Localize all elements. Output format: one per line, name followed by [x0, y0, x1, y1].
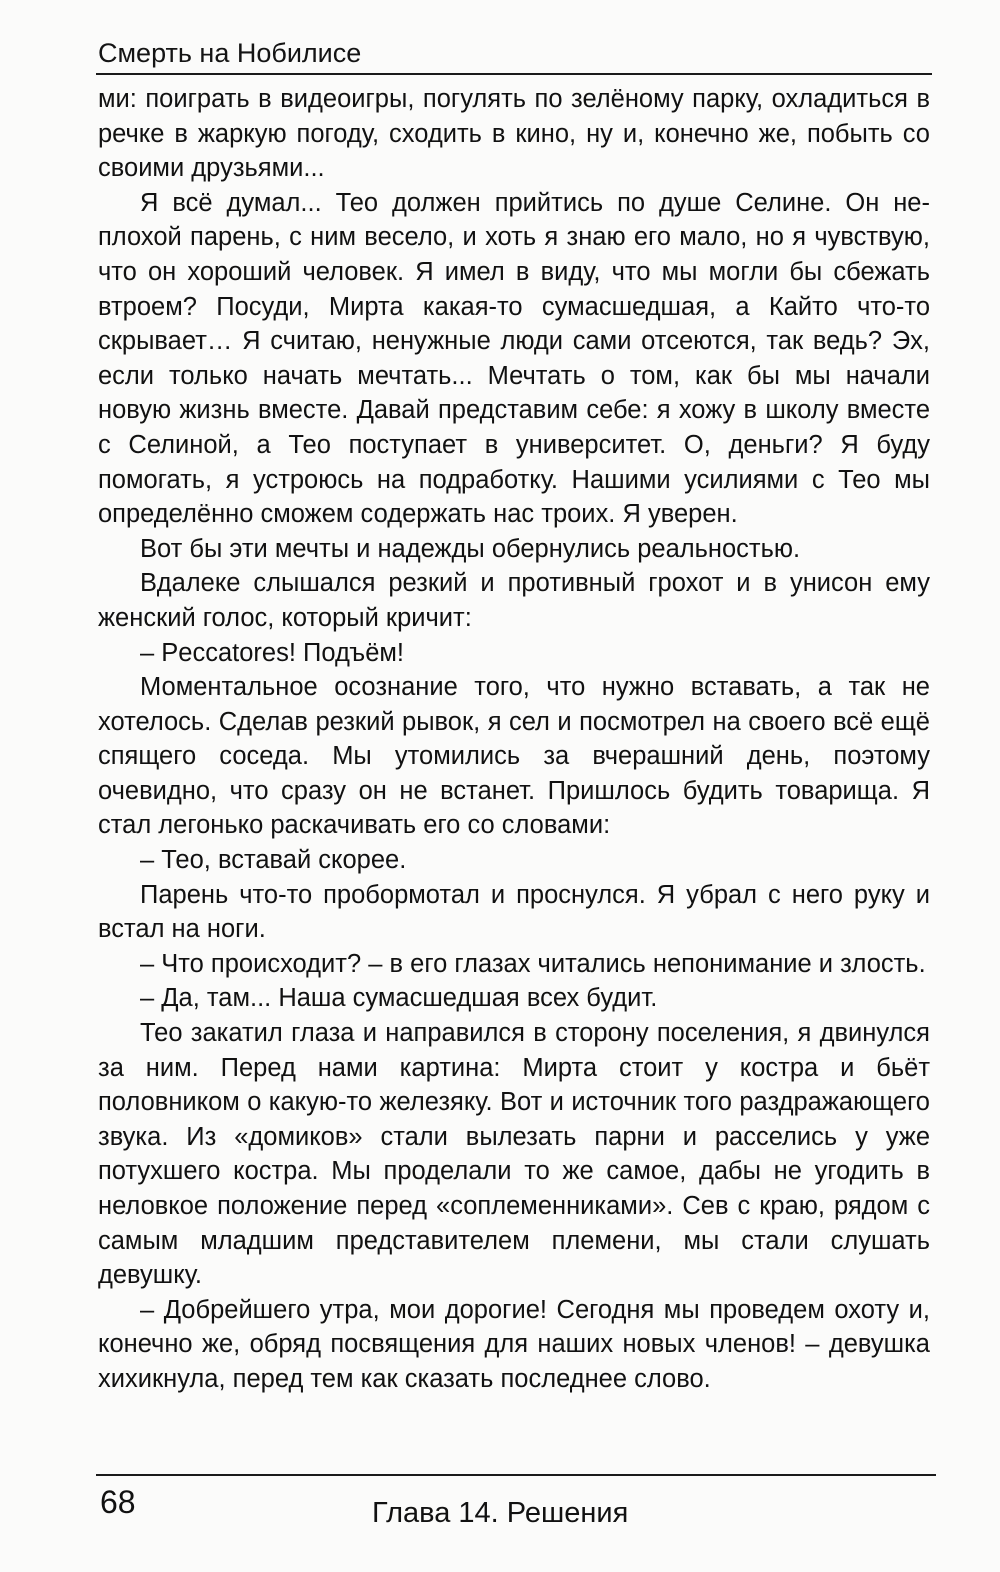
paragraph: Вот бы эти мечты и надежды обернулись реальностью. — [140, 534, 801, 563]
dialogue-line: – Peccatores! Подъём! — [140, 638, 405, 667]
paragraph: Моментальное осознание того, что нужно вставать, а так не хотелось. Сделав резкий рывок, я сел и посмотрел на своего всё ещё спящего соседа. Мы утомились за вчерашний день, поэтому очевидно, что сразу он не встанет. Пришлось будить товарища. Я стал легонько раскачивать его со словами: — [98, 673, 930, 840]
paragraph-continued: ми: поиграть в видеоигры, погулять по зелёному парку, охладиться в речке в жаркую погоду, сходить в кино, ну и, конечно же, побыть со своими друзьями... — [98, 85, 930, 183]
dialogue-line: – Да, там... Наша сумасшедшая всех будит. — [140, 984, 658, 1013]
header-rule — [96, 73, 932, 75]
running-head-title: Смерть на Нобилисе — [98, 38, 362, 68]
dialogue-line: – Что происходит? – в его глазах читались непонимание и злость. — [140, 949, 926, 978]
paragraph: Тео закатил глаза и направился в сторону поселения, я двинулся за ним. Перед нами картина: Мирта стоит у костра и бьёт половником о какую-то железяку. Вот и источник того раздражающего звука. Из «домиков» стали вылезать парни и расселись у уже потухшего костра. Мы проделали то же самое, дабы не угодить в неловкое положение перед «соплеменниками». Сев с краю, рядом с самым младшим представителем племени, мы стали слушать девушку. — [98, 1019, 930, 1290]
paragraph: Парень что-то пробормотал и проснулся. Я убрал с него руку и встал на ноги. — [98, 880, 930, 944]
paragraph: Вдалеке слышался резкий и противный грохот и в унисон ему женский голос, который кричит: — [98, 569, 930, 632]
dialogue-line: – Добрейшего утра, мои дорогие! Сегодня мы проведем охоту и, конечно же, обряд посвящения для наших новых членов! – девушка хихикнула, перед тем как сказать последнее слово. — [98, 1295, 930, 1393]
page-number: 68 — [100, 1484, 136, 1520]
body-text — [98, 82, 930, 1397]
chapter-title: Глава 14. Решения — [372, 1497, 629, 1529]
dialogue-line: – Тео, вставай скорее. — [140, 846, 407, 875]
footer-rule — [96, 1474, 936, 1476]
paragraph: Я всё думал... Тео должен прийтись по душе Селине. Он неплохой парень, с ним весело, и хоть я знаю его мало, но я чувствую, что он хороший человек. Я имел в виду, что мы могли бы сбежать втроем? Посуди, Мирта какая-то сумасшедшая, а Кайто что-то скрывает… Я считаю, ненужные люди сами отсеются, так ведь? Эх, если только начать мечтать... Мечтать о том, как бы мы начали новую жизнь вместе. Давай представим себе: я хожу в школу вместе с Селиной, а Тео поступает в университет. О, деньги? Я буду помогать, я устроюсь на подработку. Нашими усилиями с Тео мы определённо сможем содержать нас троих. Я уверен. — [98, 188, 930, 529]
